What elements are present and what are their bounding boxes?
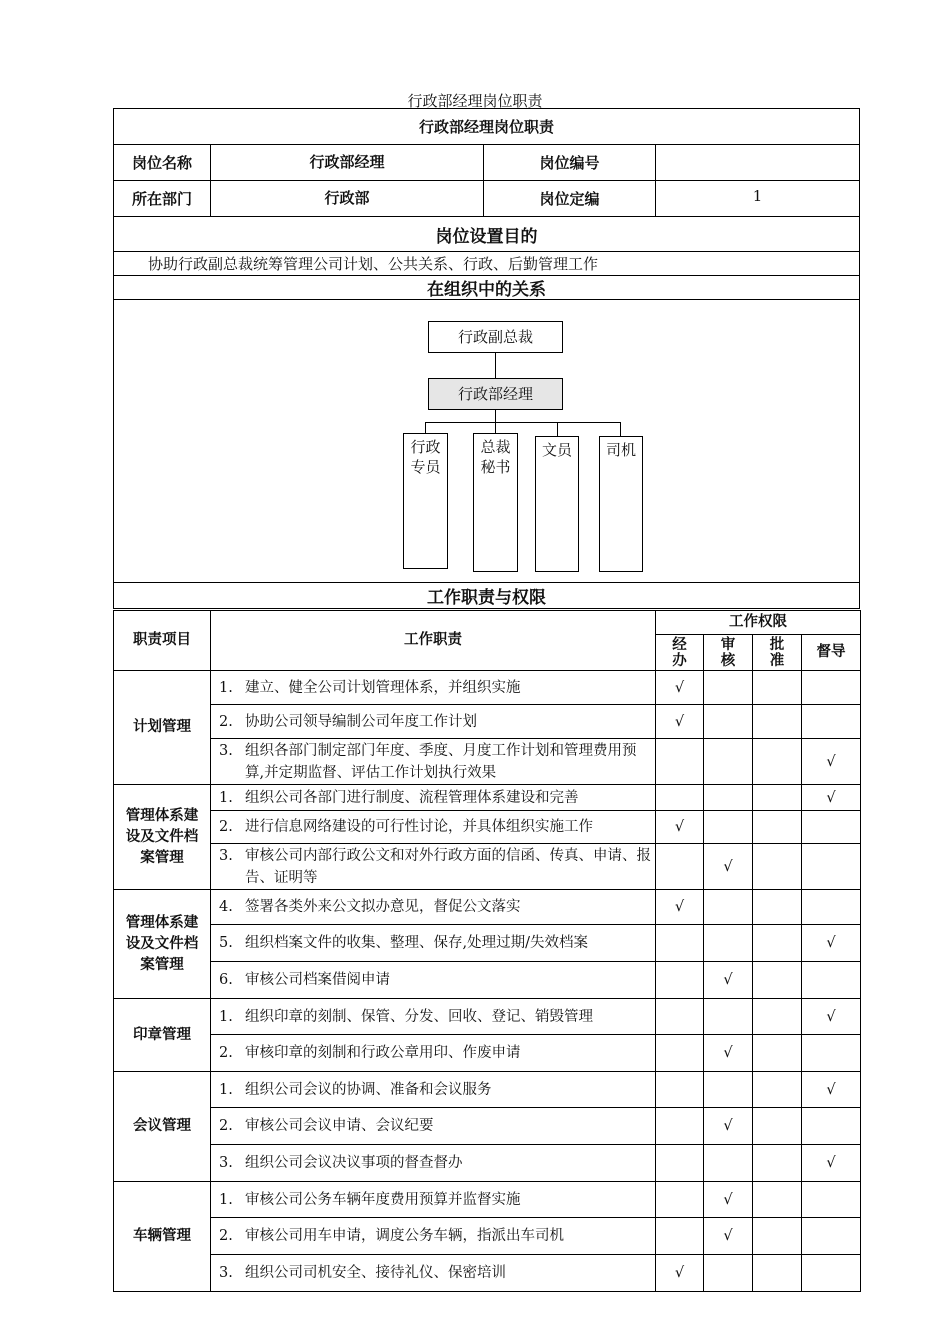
authority-cell [802,844,861,890]
authority-cell [802,925,861,962]
authority-cell [753,739,802,785]
document-title: 行政部经理岗位职责 [407,92,543,110]
task-cell [211,1218,656,1255]
position-code-label: 岗位编号 [484,145,656,180]
authority-cell [704,739,753,785]
org-connector [557,422,558,436]
authority-cell [656,1182,704,1218]
authority-cell [704,1108,753,1145]
table-row [114,811,861,844]
authority-cell [704,1182,753,1218]
check-mark: √ [674,819,685,835]
authority-cell [753,890,802,925]
authority-cell [802,1218,861,1255]
authority-cell [753,1108,802,1145]
authority-cell [656,1108,704,1145]
org-connector [425,422,621,423]
check-mark: √ [826,1081,836,1098]
check-mark: √ [674,1265,685,1281]
authority-cell [802,811,861,844]
category-cell: 管理体系建设及文件档案管理 [114,785,211,890]
task-text: 组织公司会议的协调、准备和会议服务 [245,1081,492,1098]
task-text: 组织档案文件的收集、整理、保存,处理过期/失效档案 [245,935,588,951]
authority-cell [656,1072,704,1108]
task-text: 审核公司会议申请、会议纪要 [245,1118,434,1134]
authority-cell [704,1255,753,1292]
task-text: 进行信息网络建设的可行性讨论，并具体组织实施工作 [245,819,593,835]
authority-cell [704,1145,753,1182]
check-mark: √ [723,1191,733,1208]
task-text: 组织公司各部门进行制度、流程管理体系建设和完善 [245,789,579,806]
table-row [114,1218,861,1255]
authority-cell [753,844,802,890]
table-title-row [114,109,859,145]
authority-cell [802,1145,861,1182]
authority-cell [753,1255,802,1292]
org-connector [495,422,496,433]
org-connector [620,422,621,436]
authority-cell [704,705,753,739]
authority-cell [656,671,704,705]
org-middle-box: 行政部经理 [428,378,563,410]
authority-cell [802,1182,861,1218]
task-cell [211,962,656,999]
task-column-header: 工作职责 [211,611,656,671]
task-text: 协助公司领导编制公司年度工作计划 [245,713,477,730]
purpose-heading: 岗位设置目的 [435,226,538,247]
task-cell [211,1035,656,1072]
check-mark: √ [826,935,836,951]
task-cell [211,844,656,890]
table-row [114,1108,861,1145]
task-number: 1. [219,1191,233,1208]
authority-cell [656,844,704,890]
check-mark: √ [674,679,685,696]
authority-cell [656,705,704,739]
org-heading: 在组织中的关系 [427,280,546,300]
authority-cell [704,925,753,962]
authority-cell [704,671,753,705]
authority-cell [753,1182,802,1218]
category-cell: 印章管理 [114,999,211,1072]
authority-cell [753,962,802,999]
authority-cell [704,811,753,844]
authority-cell [802,999,861,1035]
task-number: 5. [219,935,233,951]
duties-table [113,610,861,1292]
table-row [114,999,861,1035]
category-cell: 车辆管理 [114,1182,211,1292]
org-sub-box: 行政 专员 [403,433,448,569]
authority-cell [656,785,704,811]
task-number: 3. [219,742,233,759]
authority-cell [656,739,704,785]
department-value: 行政部 [211,181,484,216]
table-row [114,1145,861,1182]
authority-cell [704,1072,753,1108]
authority-cell [704,785,753,811]
task-number: 2. [219,819,233,835]
task-cell [211,999,656,1035]
authority-cell [802,785,861,811]
category-column-header: 职责项目 [114,611,211,671]
authority-cell [656,999,704,1035]
quota-label: 岗位定编 [484,181,656,216]
task-number: 1. [219,1008,233,1025]
authority-cell [656,890,704,925]
task-cell [211,671,656,705]
task-cell [211,890,656,925]
org-chart [114,300,859,582]
task-cell [211,1072,656,1108]
department-label: 所在部门 [114,181,211,216]
org-connector [495,353,496,378]
authority-cell [704,1218,753,1255]
task-cell [211,705,656,739]
authority-handle-header: 经 办 [656,635,704,671]
authority-cell [753,999,802,1035]
authority-cell [656,1255,704,1292]
task-text: 组织公司会议决议事项的督查督办 [245,1155,463,1171]
task-number: 6. [219,972,233,988]
authority-approve-header: 批 准 [753,635,802,671]
authority-cell [802,705,861,739]
table-row [114,671,861,705]
task-number: 1. [219,679,233,696]
table-row [114,1072,861,1108]
authority-cell [753,705,802,739]
check-mark: √ [826,789,836,806]
position-name-label: 岗位名称 [114,145,211,180]
table-row [114,962,861,999]
task-cell [211,1145,656,1182]
header-table [113,108,860,609]
purpose-heading-row [114,217,859,252]
task-cell [211,785,656,811]
position-name-value: 行政部经理 [211,145,484,180]
check-mark: √ [674,713,685,730]
task-cell [211,811,656,844]
task-cell [211,1108,656,1145]
authority-cell [753,785,802,811]
authority-cell [802,1072,861,1108]
org-chart-row [114,300,859,583]
task-text: 审核公司档案借阅申请 [245,972,390,988]
authority-cell [802,671,861,705]
task-cell [211,925,656,962]
authority-cell [753,1218,802,1255]
table-row [114,925,861,962]
purpose-text-row [114,252,859,276]
authority-cell [802,1035,861,1072]
authority-cell [802,962,861,999]
task-number: 3. [219,1155,233,1171]
table-row [114,739,861,785]
authority-cell [704,1035,753,1072]
authority-cell [656,962,704,999]
quota-value: 1 [752,187,763,205]
purpose-text: 协助行政副总裁统筹管理公司计划、公共关系、行政、后勤管理工作 [148,255,599,273]
authority-cell [704,962,753,999]
authority-cell [802,1108,861,1145]
task-number: 1. [219,789,233,806]
authority-cell [753,811,802,844]
category-cell: 管理体系建设及文件档案管理 [114,890,211,999]
task-cell [211,1182,656,1218]
authority-cell [753,1035,802,1072]
task-cell [211,1255,656,1292]
authority-supervise-header: 督导 [802,635,861,671]
task-text: 签署各类外来公文拟办意见，督促公文落实 [245,899,521,915]
task-number: 3. [219,1265,233,1281]
authority-cell [753,925,802,962]
info-row-1 [114,145,859,181]
authority-cell [753,1145,802,1182]
task-cell [211,739,656,785]
table-title: 行政部经理岗位职责 [418,118,554,136]
authority-cell [802,890,861,925]
authority-cell [656,1145,704,1182]
org-connector [495,410,496,422]
duties-heading: 工作职责与权限 [427,588,546,608]
table-row [114,844,861,890]
org-connector [425,422,426,433]
duties-heading-row [114,583,859,608]
authority-cell [802,739,861,785]
task-number: 3. [219,847,233,864]
table-row [114,890,861,925]
task-text: 组织各部门制定部门年度、季度、月度工作计划和管理费用预算,并定期监督、评估工作计划执行效果 [245,742,637,781]
info-row-2 [114,181,859,217]
category-cell: 计划管理 [114,671,211,785]
task-number: 2. [219,713,233,730]
check-mark: √ [674,899,685,915]
check-mark: √ [723,858,733,875]
authority-cell [704,999,753,1035]
duties-header-row [114,611,861,635]
table-row [114,705,861,739]
task-number: 4. [219,899,233,915]
task-number: 2. [219,1228,233,1244]
authority-cell [753,1072,802,1108]
task-number: 2. [219,1045,233,1061]
check-mark: √ [723,1118,733,1134]
table-row [114,1182,861,1218]
check-mark: √ [826,1008,836,1025]
check-mark: √ [723,972,733,988]
org-sub-box: 总裁 秘书 [473,433,518,572]
check-mark: √ [826,753,836,770]
task-number: 1. [219,1081,233,1098]
authority-cell [802,1255,861,1292]
authority-cell [753,671,802,705]
authority-cell [656,811,704,844]
org-sub-box: 文员 [535,436,579,572]
position-code-value [656,145,859,180]
authority-cell [656,925,704,962]
task-text: 组织公司司机安全、接待礼仪、保密培训 [245,1265,506,1281]
task-text: 审核印章的刻制和行政公章用印、作废申请 [245,1045,521,1061]
authority-cell [656,1218,704,1255]
authority-review-header: 审 核 [704,635,753,671]
authority-cell [656,1035,704,1072]
task-number: 2. [219,1118,233,1134]
task-text: 审核公司公务车辆年度费用预算并监督实施 [245,1191,521,1208]
org-top-box: 行政副总裁 [428,321,563,353]
authority-column-header: 工作权限 [656,611,861,635]
authority-cell [704,890,753,925]
task-text: 组织印章的刻制、保管、分发、回收、登记、销毁管理 [245,1008,593,1025]
task-text: 建立、健全公司计划管理体系，并组织实施 [245,679,521,696]
table-row [114,1255,861,1292]
task-text: 审核公司用车申请，调度公务车辆，指派出车司机 [245,1228,564,1244]
table-row [114,785,861,811]
authority-cell [704,844,753,890]
table-row [114,1035,861,1072]
org-sub-box: 司机 [599,436,643,572]
check-mark: √ [723,1228,733,1244]
task-text: 审核公司内部行政公文和对外行政方面的信函、传真、申请、报告、证明等 [245,847,651,886]
org-heading-row [114,276,859,300]
check-mark: √ [723,1045,733,1061]
category-cell: 会议管理 [114,1072,211,1182]
check-mark: √ [826,1155,836,1171]
